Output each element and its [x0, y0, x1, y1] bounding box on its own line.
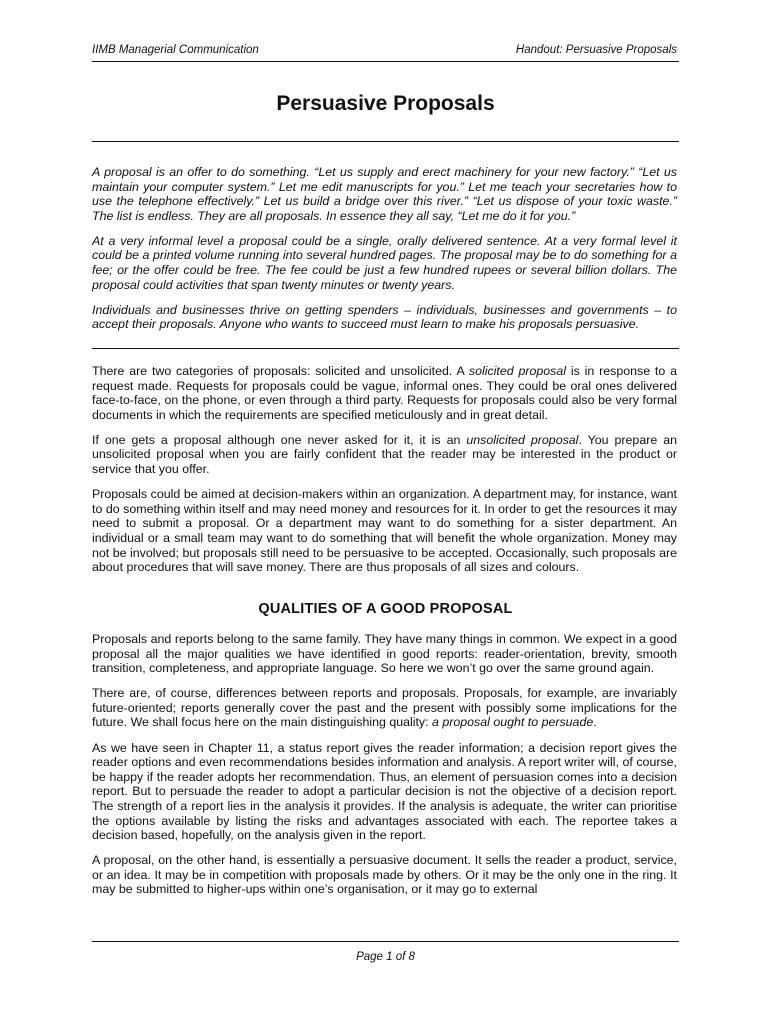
body-paragraph: Proposals could be aimed at decision-makers within an organization. A department may, for instance, want to do something within itself and may need money and resources for it. In order to get the resources it may need to submit a proposal. Or a department may want to do something for a sister department. An individual or a small team may want to do something that will benefit the whole organization. Money may not be involved; but proposals still need to be persuasive to be accepted. Occasionally, such proposals are about procedures that will save money. There are thus proposals of all sizes and colours.	[92, 487, 677, 575]
body-paragraph: If one gets a proposal although one never asked for it, it is an unsolicited proposal. You prepare an unsolicited proposal when you are fairly confident that the reader may be interested in the product or service that you offer.	[92, 432, 677, 477]
page-title: Persuasive Proposals	[276, 92, 495, 115]
body-section-1	[92, 364, 677, 585]
body-paragraph: There are, of course, differences between reports and proposals. Proposals, for example, are invariably future-oriented; reports generally cover the past and the present with possibly some implications for the future. We shall focus here on the main distinguishing quality: a proposal ought to persuade.	[92, 686, 677, 730]
header-handout-name: Handout: Persuasive Proposals	[515, 44, 677, 56]
intro-box	[92, 165, 677, 342]
body-paragraph: As we have seen in Chapter 11, a status report gives the reader information; a decision report gives the reader options and even recommendations besides information and analysis. A report writer will, of course, be happy if the reader adopts her recommendation. Thus, an element of persuasion comes into a decision report. But to persuade the reader to adopt a particular decision is not the objective of a decision report. The strength of a report lies in the analysis it provides. If the analysis is adequate, the writer can prioritise the options available by listing the risks and advantages associated with each. The reportee takes a decision based, hopefully, on the analysis given in the report.	[92, 740, 677, 843]
header-course-name: IIMB Managerial Communication	[92, 44, 259, 56]
body-paragraph: Proposals and reports belong to the same family. They have many things in common. We expect in a good proposal all the major qualities we have identified in good reports: reader-orientation, brevity, smooth transition, completeness, and appropriate language. So here we won’t go over the same ground again.	[92, 632, 677, 676]
body-paragraph: A proposal, on the other hand, is essentially a persuasive document. It sells the reader a product, service, or an idea. It may be in competition with proposals made by others. Or it may be the only one in the ring. It may be submitted to higher-ups within one’s organisation, or it may go to external	[92, 853, 677, 897]
intro-paragraph-1: A proposal is an offer to do something. “Let us supply and erect machinery for your new factory.” “Let us maintain your computer system.” Let me edit manuscripts for you.” Let me teach your secretaries how to use the telephone effectively.” Let us build a bridge over this river.” “Let us dispose of your toxic waste.” The list is endless. They are all proposals. In essence they all say, “Let me do it for you.”	[92, 165, 677, 223]
intro-paragraph-2: At a very informal level a proposal could be a single, orally delivered sentence. At a very formal level it could be a printed volume running into several hundred pages. The proposal may be to do something for a fee; or the offer could be free. The fee could be just a few hundred rupees or several billion dollars. The proposal could activities that span twenty minutes or twenty years.	[92, 233, 677, 292]
emphasis-proposal-persuade: a proposal ought to persuade	[432, 715, 594, 730]
section-heading: QUALITIES OF A GOOD PROPOSAL	[258, 601, 513, 617]
intro-bottom-rule	[92, 348, 679, 349]
intro-top-rule	[92, 141, 679, 142]
term-unsolicited-proposal: unsolicited proposal	[466, 432, 579, 447]
term-solicited-proposal: solicited proposal	[468, 364, 567, 378]
intro-paragraph-3: Individuals and businesses thrive on getting spenders – individuals, businesses and governments – to accept their proposals. Anyone who wants to succeed must learn to make his proposals persuasive.	[92, 302, 677, 332]
body-section-2	[92, 632, 677, 908]
footer-rule	[92, 941, 679, 942]
body-paragraph: There are two categories of proposals: solicited and unsolicited. A solicited proposal is in response to a request made. Requests for proposals could be vague, informal ones. They could be oral ones delivered face-to-face, on the phone, or even through a third party. Requests for proposals could also be very formal documents in which the requirements are specified meticulously and in great detail.	[92, 364, 677, 422]
page-number: Page 1 of 8	[356, 951, 415, 963]
header-rule	[92, 61, 679, 62]
